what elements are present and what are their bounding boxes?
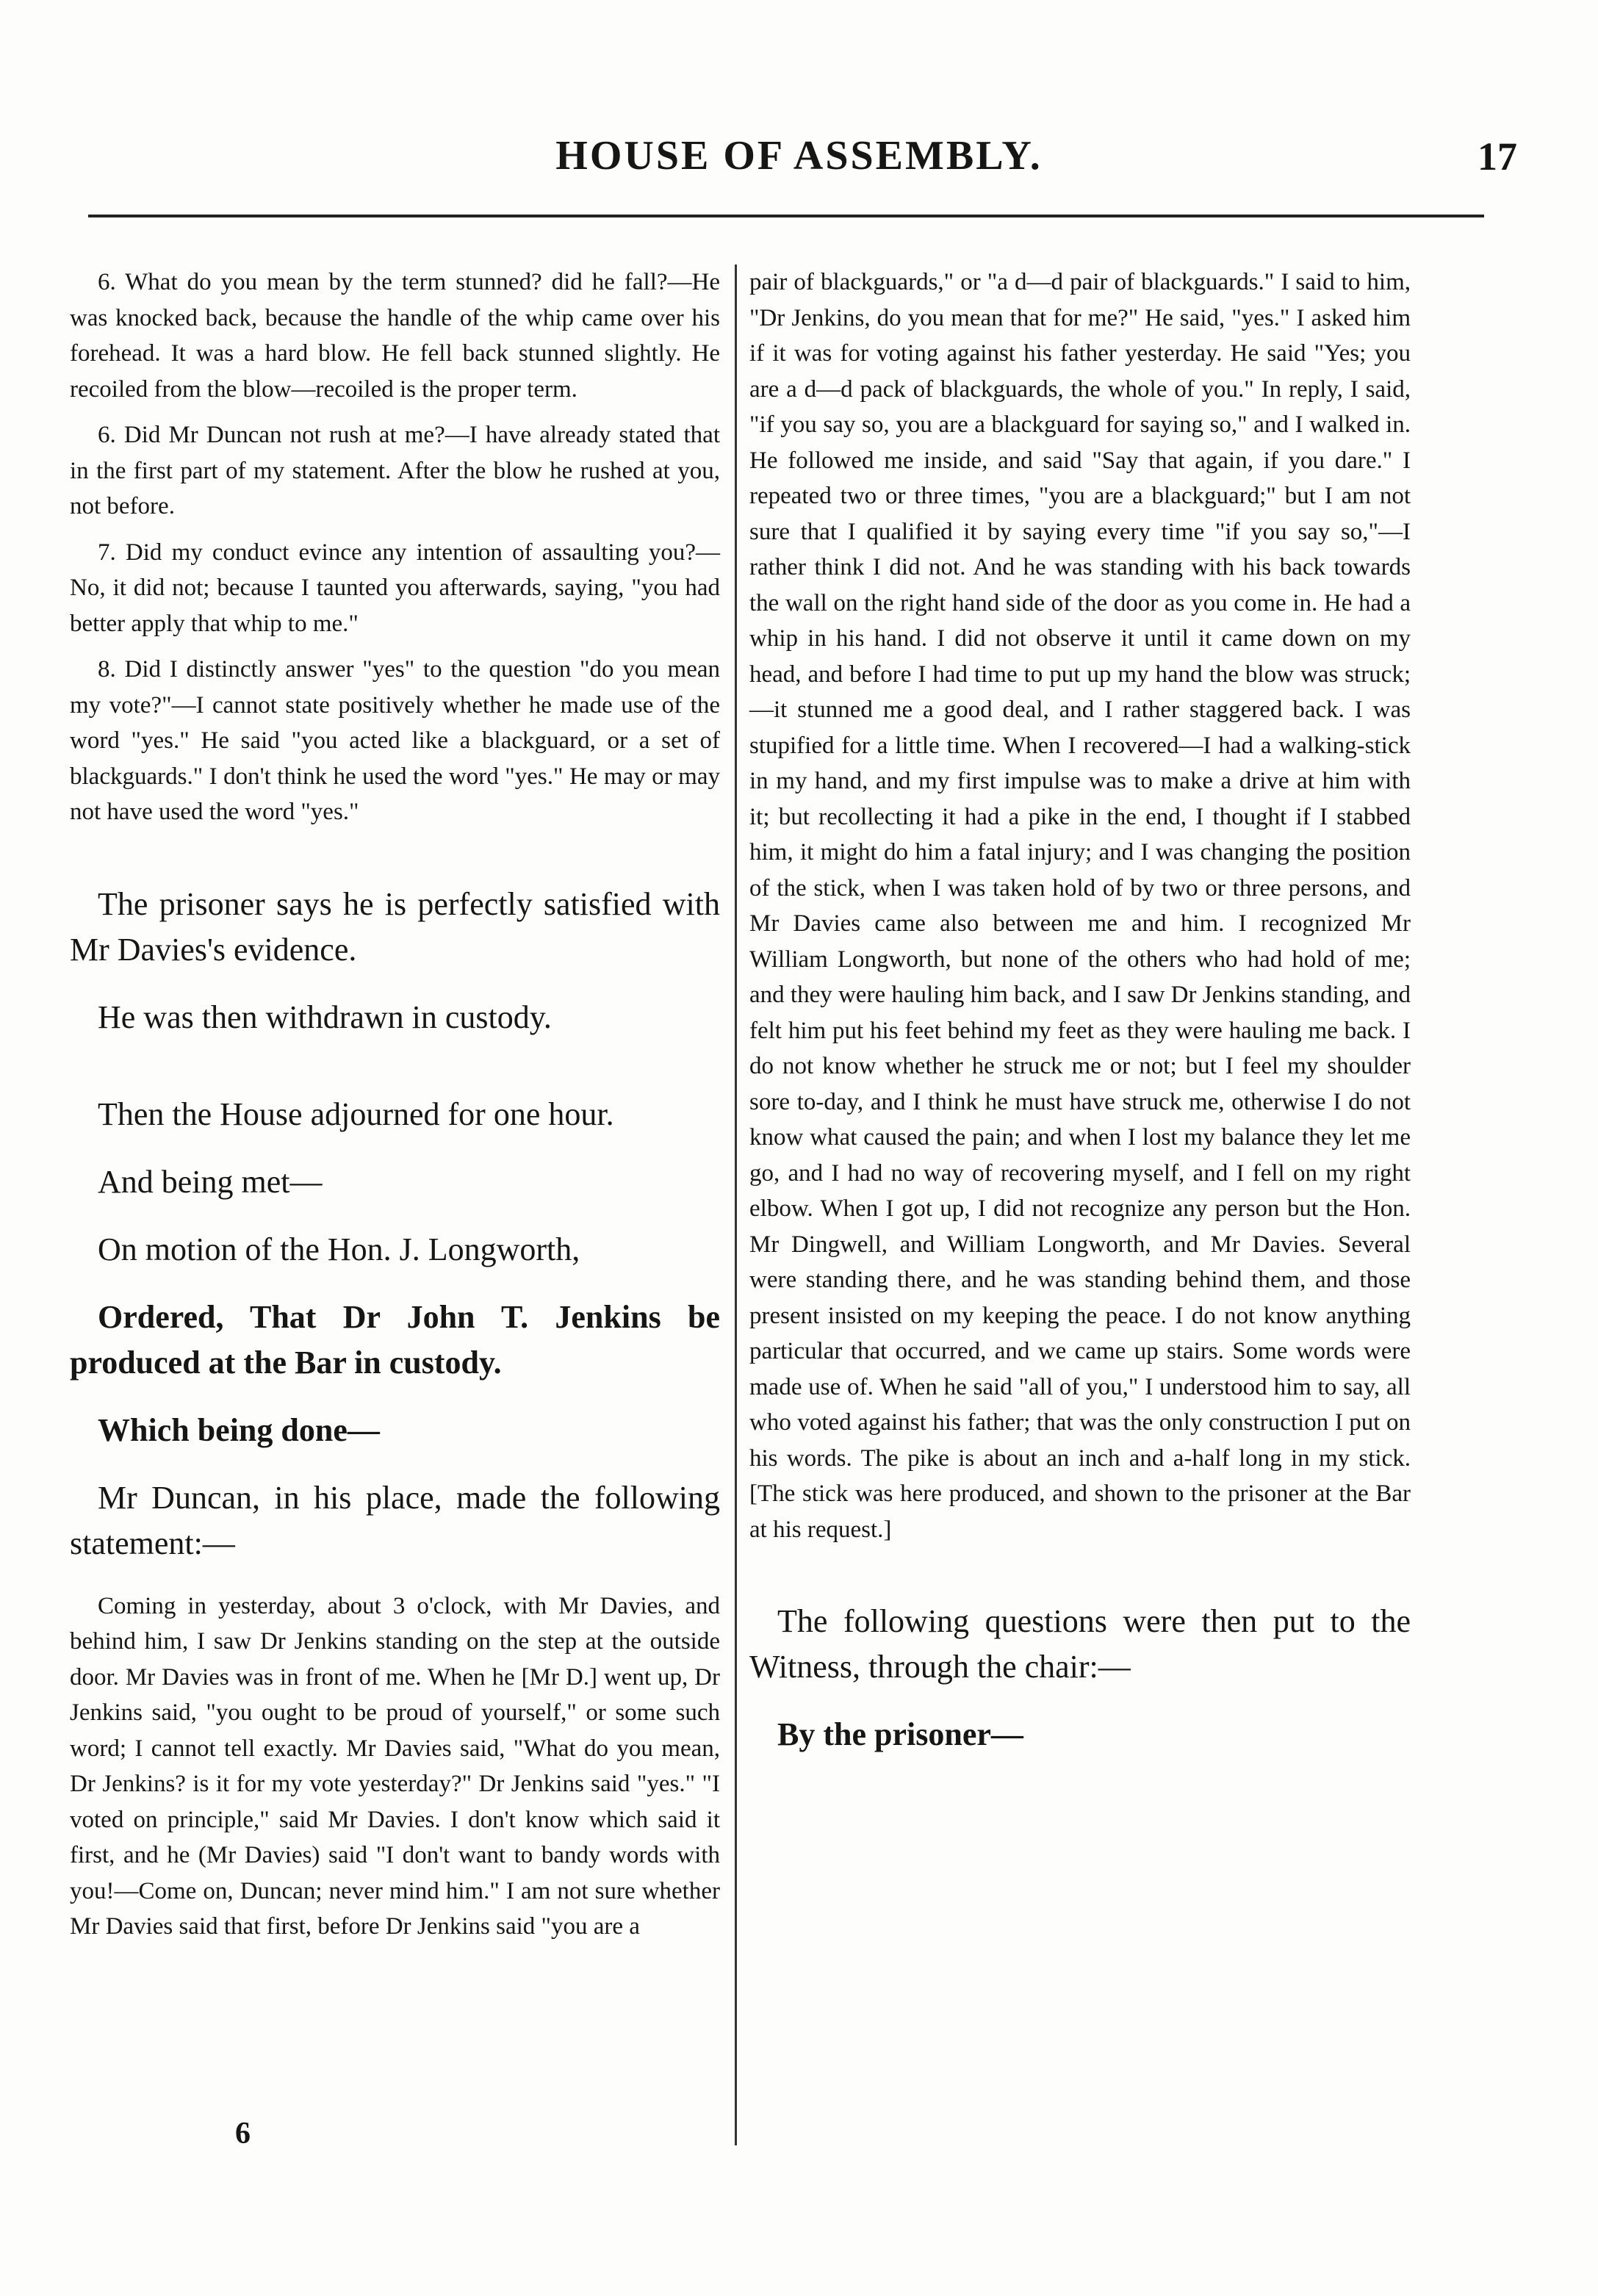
column-divider <box>735 264 737 2145</box>
signature-mark: 6 <box>235 2117 251 2151</box>
statement-continued-paragraph: pair of blackguards," or "a d—d pair of blackguards." I said to him, "Dr Jenkins, do you mean that for me?" He said, "yes." I asked him if it was for voting against his father yesterday. He said "Yes; you are a d—d pack of blackguards, the whole of you." In reply, I said, "if you say so, you are a blackguard for saying so," and I walked in. He followed me inside, and said "Say that again, if you dare." I repeated two or three times, "you are a blackguard;" but I am not sure that I qualified it by saying every time "if you say so,"—I rather think I did not. And he was standing with his back towards the wall on the right hand side of the door as you come in. He had a whip in his hand. I did not observe it until it came down on my head, and before I had time to put up my hand the blow was struck;—it stunned me a good deal, and I rather staggered back. I was stupified for a little time. When I recovered—I had a walking-stick in my hand, and my first impulse was to make a drive at him with it; but recollecting it had a pike in the end, I thought if I stabbed him, it might do him a fatal injury; and I was changing the position of the stick, when I was taken hold of by two or three persons, and Mr Davies came also between me and him. I recognized Mr William Longworth, but none of the others who had hold of me; and they were hauling him back, and I saw Dr Jenkins standing, and felt him put his feet behind my feet as they were hauling me back. I do not know whether he struck me or not; but I feel my shoulder sore to-day, and I think he must have struck me, otherwise I do not know what caused the pain; and when I lost my balance they let me go, and I had no way of recovering myself, and I fell on my right elbow. When I got up, I did not recognize any person but the Hon. Mr Dingwell, and William Longworth, and Mr Davies. Several were standing there, and he was standing behind them, and those present insisted on my keeping the peace. I do not know anything particular that occurred, and we came up stairs. Some words were made use of. When he said "all of you," I understood him to say, all who voted against his father; that was the only construction I put on his words. The pike is about an inch and a-half long in my stick. [The stick was here produced, and shown to the prisoner at the Bar at his request.] <box>749 269 1411 1543</box>
motion-line: On motion of the Hon. J. Longworth, <box>98 1231 580 1267</box>
running-head <box>0 132 1598 184</box>
page-number: 17 <box>1478 134 1517 179</box>
withdrawn-line: He was then withdrawn in custody. <box>98 998 552 1035</box>
ordered-line: Ordered, That Dr John T. Jenkins be produced at the Bar in custody. <box>70 1298 720 1381</box>
right-column <box>749 264 1411 1757</box>
left-column <box>70 264 720 1945</box>
questions-intro-line: The following questions were then put to the Witness, through the chair:— <box>749 1603 1411 1685</box>
header-rule <box>88 215 1484 217</box>
prisoner-satisfied-line: The prisoner says he is perfectly satisfied with Mr Davies's evidence. <box>70 885 720 968</box>
adjourned-line: Then the House adjourned for one hour. <box>98 1095 614 1132</box>
which-done-line: Which being done— <box>98 1411 380 1448</box>
qa-item: 6. What do you mean by the term stunned? did he fall?—He was knocked back, because the handle of the whip came over his forehead. It was a hard blow. He fell back stunned slightly. He recoiled from the blow—recoiled is the proper term. <box>70 269 720 403</box>
by-prisoner-line: By the prisoner— <box>777 1716 1023 1752</box>
being-met-line: And being met— <box>98 1163 323 1200</box>
statement-paragraph: Coming in yesterday, about 3 o'clock, with Mr Davies, and behind him, I saw Dr Jenkins standing on the step at the outside door. Mr Davies was in front of me. When he [Mr D.] went up, Dr Jenkins said, "you ought to be proud of yourself," or some such word; I cannot tell exactly. Mr Davies said, "What do you mean, Dr Jenkins? is it for my vote yesterday?" Dr Jenkins said "yes." "I voted on principle," said Mr Davies. I don't know which said it first, and he (Mr Davies) said "I don't want to bandy words with you!—Come on, Duncan; never mind him." I am not sure whether Mr Davies said that first, before Dr Jenkins said "you are a <box>70 1592 720 1940</box>
qa-item: 8. Did I distinctly answer "yes" to the question "do you mean my vote?"—I cannot state positively whether he made use of the word "yes." He said "you acted like a blackguard, or a set of blackguards." I don't think he used the word "yes." He may or may not have used the word "yes." <box>70 656 720 825</box>
page-title: HOUSE OF ASSEMBLY. <box>555 133 1043 179</box>
qa-item: 6. Did Mr Duncan not rush at me?—I have already stated that in the first part of my statement. After the blow he rushed at you, not before. <box>70 422 720 519</box>
qa-item: 7. Did my conduct evince any intention of assaulting you?—No, it did not; because I taunted you afterwards, saying, "you had better apply that whip to me." <box>70 539 720 637</box>
duncan-statement-line: Mr Duncan, in his place, made the following statement:— <box>70 1479 720 1561</box>
